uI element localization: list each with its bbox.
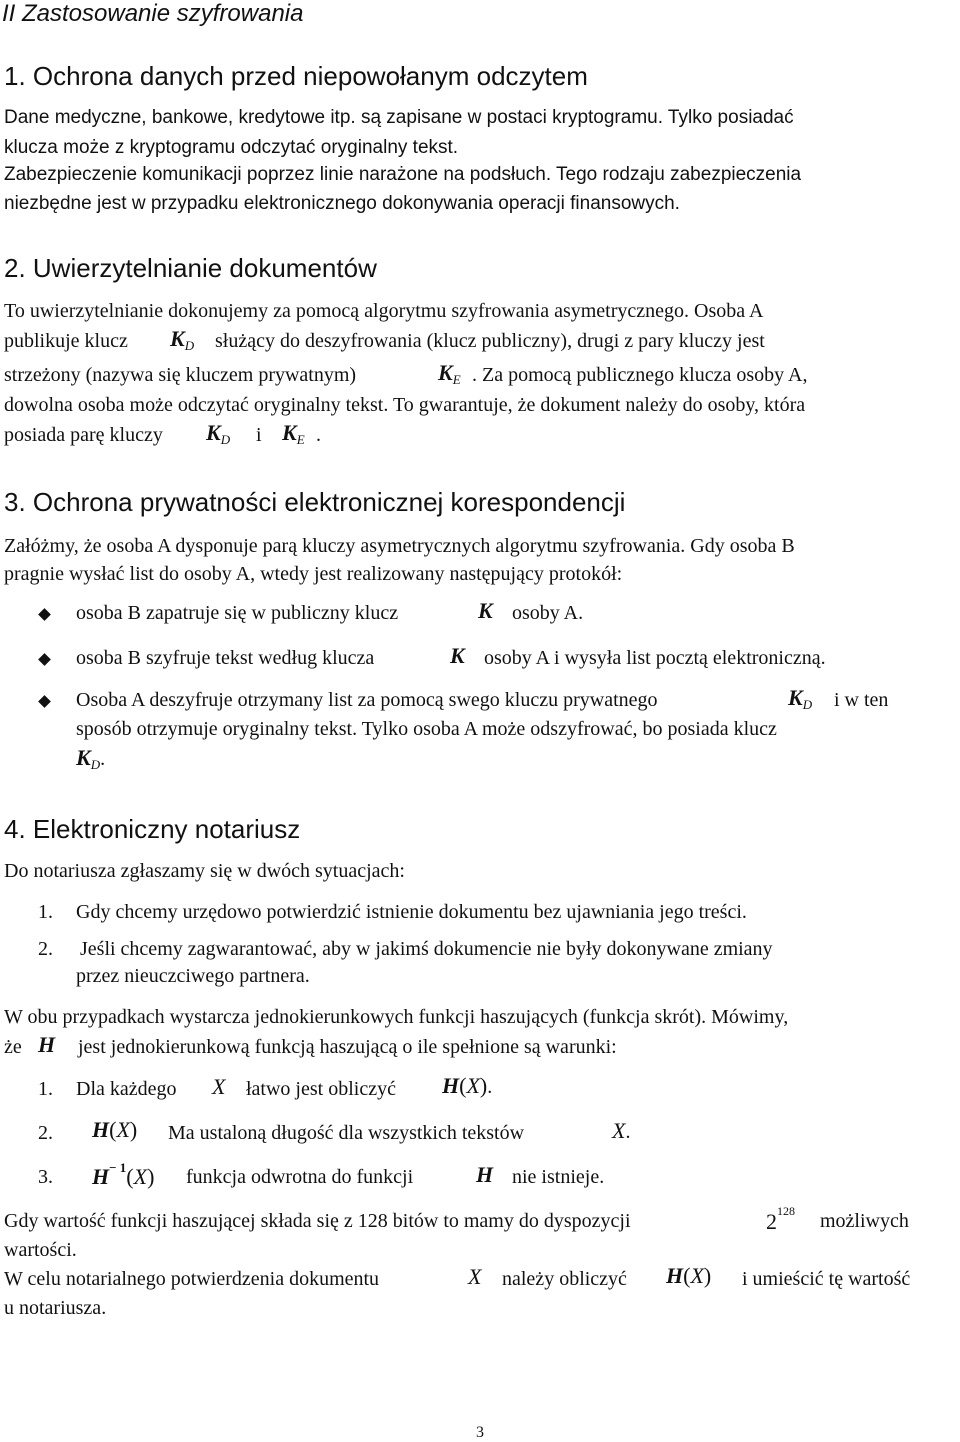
list-item: nie istnieje. [512, 1166, 605, 1188]
paragraph-line: Zabezpieczenie komunikacji poprzez linie narażone na podsłuch. Tego rodzaju zabezpieczenia [4, 164, 802, 185]
key-kd-symbol: $K_D$. [76, 745, 106, 772]
paragraph-line: Załóżmy, że osoba A dysponuje parą kluczy asymetrycznych algorytmu szyfrowania. Gdy osoba B [4, 535, 795, 557]
list-item: przez nieuczciwego partnera. [76, 965, 310, 987]
paragraph-line: że [4, 1036, 22, 1058]
list-item: osoba B zapatruje się w publiczny klucz [76, 602, 399, 624]
bullet-diamond-icon [38, 608, 51, 621]
list-item: łatwo jest obliczyć [246, 1078, 396, 1100]
hash-hx-expression: H(X) [666, 1263, 712, 1288]
list-item: sposób otrzymuje oryginalny tekst. Tylko osoba A może odszyfrować, bo posiada klucz [76, 718, 777, 740]
section-2-title: 2. Uwierzytelnianie dokumentów [4, 253, 377, 283]
paragraph-line: To uwierzytelnianie dokonujemy za pomocą algorytmu szyfrowania asymetrycznego. Osoba A [4, 300, 764, 322]
paragraph-line: u notariusza. [4, 1297, 107, 1319]
list-item: osoba B szyfruje tekst według klucza [76, 647, 375, 669]
list-number: 3. [38, 1166, 53, 1188]
list-item: Jeśli chcemy zagwarantować, aby w jakimś dokumencie nie były dokonywane zmiany [80, 938, 773, 960]
list-number: 2. [38, 1122, 53, 1144]
paragraph-line: i [256, 424, 262, 446]
key-ke-symbol: $K_E$ [438, 360, 461, 387]
page-number: 3 [476, 1424, 484, 1441]
key-kd-symbol: $K_D$ [206, 420, 231, 447]
list-item: funkcja odwrotna do funkcji [186, 1166, 414, 1188]
section-1-title: 1. Ochrona danych przed niepowołanym odczytem [4, 61, 588, 91]
bullet-diamond-icon [38, 695, 51, 708]
paragraph-line: dowolna osoba może odczytać oryginalny tekst. To gwarantuje, że dokument należy do osoby, która [4, 394, 806, 416]
paragraph-line: W obu przypadkach wystarcza jednokierunkowych funkcji haszujących (funkcja skrót). Mówimy, [4, 1006, 789, 1028]
key-k-symbol: K [450, 643, 465, 668]
key-k-symbol: K [478, 598, 493, 623]
list-item: i w ten [834, 689, 889, 711]
section-3-title: 3. Ochrona prywatności elektronicznej korespondencji [4, 487, 626, 517]
bullet-diamond-icon [38, 653, 51, 666]
list-item: Gdy chcemy urzędowo potwierdzić istnienie dokumentu bez ujawniania jego treści. [76, 901, 747, 923]
paragraph-line: służący do deszyfrowania (klucz publiczny), drugi z pary kluczy jest [215, 330, 765, 352]
hash-inverse-expression: $H^{- 1}(X)$ [92, 1160, 155, 1189]
list-item: osoby A. [512, 602, 584, 624]
paragraph-line: strzeżony (nazywa się kluczem prywatnym) [4, 364, 357, 386]
paragraph-line: W celu notarialnego potwierdzenia dokumentu [4, 1268, 380, 1290]
paragraph-line: możliwych [820, 1210, 909, 1232]
hash-hx-expression: H(X). [442, 1073, 493, 1098]
hash-h-symbol: H [38, 1032, 56, 1057]
paragraph-line: niezbędne jest w przypadku elektronicznego dokonywania operacji finansowych. [4, 193, 680, 214]
var-x-symbol: X. [612, 1118, 631, 1143]
key-kd-symbol: $K_D$ [788, 685, 813, 712]
paragraph-line: klucza może z kryptogramu odczytać oryginalny tekst. [4, 137, 459, 158]
paragraph-line: pragnie wysłać list do osoby A, wtedy jest realizowany następujący protokół: [4, 563, 623, 585]
chapter-heading: II Zastosowanie szyfrowania [2, 0, 304, 27]
key-ke-symbol: $K_E$ [282, 420, 305, 447]
hash-hx-expression: H(X) [92, 1117, 138, 1142]
paragraph-line: posiada parę kluczy [4, 424, 163, 446]
list-item: osoby A i wysyła list pocztą elektroniczną. [484, 647, 826, 669]
paragraph-line: wartości. [4, 1239, 77, 1261]
var-x-symbol: X [212, 1074, 226, 1099]
power-2-128-expression: $2^{128}$ [766, 1204, 795, 1234]
paragraph-line: . [316, 424, 321, 446]
paragraph-line: Gdy wartość funkcji haszującej składa się z 128 bitów to mamy do dyspozycji [4, 1210, 631, 1232]
paragraph-line: . Za pomocą publicznego klucza osoby A, [472, 364, 808, 386]
paragraph-line: i umieścić tę wartość [742, 1268, 911, 1290]
list-item: Dla każdego [76, 1078, 177, 1100]
hash-h-symbol: H [476, 1162, 494, 1187]
paragraph-line: publikuje klucz [4, 330, 128, 352]
var-x-symbol: X [468, 1264, 482, 1289]
list-item: Osoba A deszyfruje otrzymany list za pomocą swego kluczu prywatnego [76, 689, 658, 711]
paragraph-line: Do notariusza zgłaszamy się w dwóch sytuacjach: [4, 860, 405, 882]
list-number: 1. [38, 901, 53, 923]
list-item: Ma ustaloną długość dla wszystkich tekstów [168, 1122, 525, 1144]
paragraph-line: jest jednokierunkową funkcją haszującą o ile spełnione są warunki: [78, 1036, 617, 1058]
list-number: 2. [38, 938, 53, 960]
key-kd-symbol: $K_D$ [170, 326, 195, 353]
paragraph-line: należy obliczyć [502, 1268, 627, 1290]
paragraph-line: Dane medyczne, bankowe, kredytowe itp. są zapisane w postaci kryptogramu. Tylko posiadać [4, 107, 794, 128]
list-number: 1. [38, 1078, 53, 1100]
section-4-title: 4. Elektroniczny notariusz [4, 814, 301, 844]
